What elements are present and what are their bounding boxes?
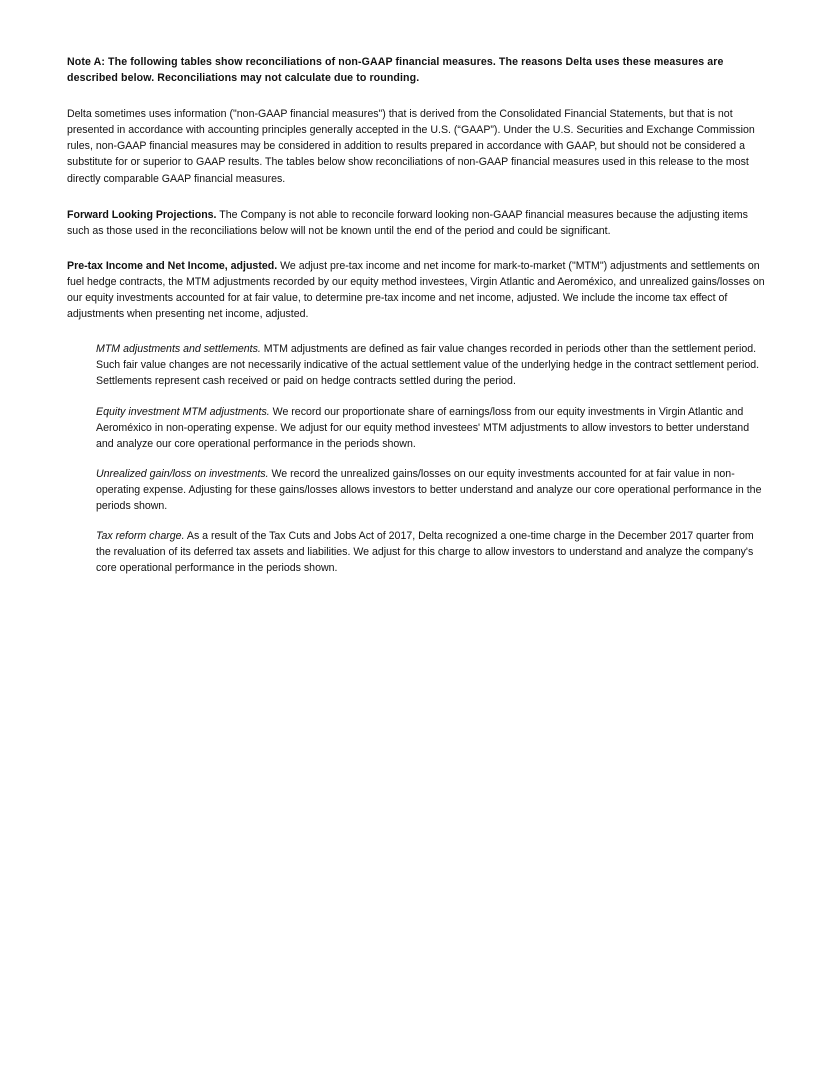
spacer [67, 322, 768, 341]
section-pretax-income-and-net-income-adjusted [67, 258, 768, 322]
section-body-text: MTM adjustments are defined as fair value changes recorded in periods other than the settlement period. Such fair value changes are not necessarily indicative of the actual settlement value of the underlying hedge in the contract settlement period. Settlements represent cash received or paid on hedge contracts settled during the period. [96, 343, 760, 388]
section-forward-looking-projections [67, 207, 768, 239]
section-body-text: We record the unrealized gains/losses on our equity investments accounted for at fair value in non-operating expense. Adjusting for these gains/losses allows investors to better understand and analyze our core operational performance in the periods shown. [96, 467, 762, 512]
section-lead-label: Unrealized gain/loss on investments. [96, 467, 269, 480]
section-body-text: We adjust pre-tax income and net income for mark-to-market ("MTM") adjustments and settlements on fuel hedge contracts, the MTM adjustments recorded by our equity method investees, Virgin Atlantic and Aeroméxico, and unrealized gains/losses on our equity investments accounted for at fair value, to determine pre-tax income and net income, adjusted. We include the income tax effect of adjustments when presenting net income, adjusted. [67, 259, 765, 321]
section-lead-label: Pre-tax Income and Net Income, adjusted. [67, 259, 278, 272]
section-tax-reform-charge [96, 528, 768, 576]
spacer [67, 239, 768, 258]
section-body-text: We record our proportionate share of earnings/loss from our equity investments in Virgin Atlantic and Aeroméxico in non-operating expense. We adjust for our equity method investees' MTM adjustments to allow investors to better understand and analyze our core operational performance in the periods shown. [96, 405, 750, 450]
note-a-heading: Note A: The following tables show reconciliations of non-GAAP financial measures. The reasons Delta uses these measures are described below. Reconciliations may not calculate due to rounding. [67, 56, 724, 85]
spacer [67, 187, 768, 207]
spacer [67, 514, 768, 528]
section-body-text: As a result of the Tax Cuts and Jobs Act of 2017, Delta recognized a one-time charge in the December 2017 quarter from the revaluation of its deferred tax assets and liabilities. We adjust for this charge to allow investors to understand and analyze the company's core operational performance in the periods shown. [96, 530, 754, 575]
intro-paragraph: Delta sometimes uses information ("non-GAAP financial measures") that is derived from the Consolidated Financial Statements, but that is not presented in accordance with accounting principles generally accepted in the U.S. (“GAAP”). Under the U.S. Securities and Exchange Commission rules, non-GAAP financial measures may be considered in addition to results prepared in accordance with GAAP, but should not be considered a substitute for or superior to GAAP results. The tables below show reconciliations of non-GAAP financial measures used in this release to the most directly comparable GAAP financial measures. [67, 108, 755, 185]
spacer [67, 452, 768, 466]
section-body-text: The Company is not able to reconcile forward looking non-GAAP financial measures because the adjusting items such as those used in the reconciliations below will not be known until the end of the period and could be significant. [67, 208, 748, 237]
section-mtm-adjustments-and-settlements [96, 341, 768, 389]
section-lead-label: Tax reform charge. [96, 530, 185, 543]
section-unrealized-gain-loss-on-investments [96, 466, 768, 514]
section-lead-label: MTM adjustments and settlements. [96, 343, 261, 356]
spacer [67, 390, 768, 404]
document-body [67, 54, 768, 576]
section-equity-investment-mtm-adjustments [96, 404, 768, 452]
section-lead-label: Equity investment MTM adjustments. [96, 405, 270, 418]
spacer [67, 86, 768, 106]
section-lead-label: Forward Looking Projections. [67, 208, 217, 221]
